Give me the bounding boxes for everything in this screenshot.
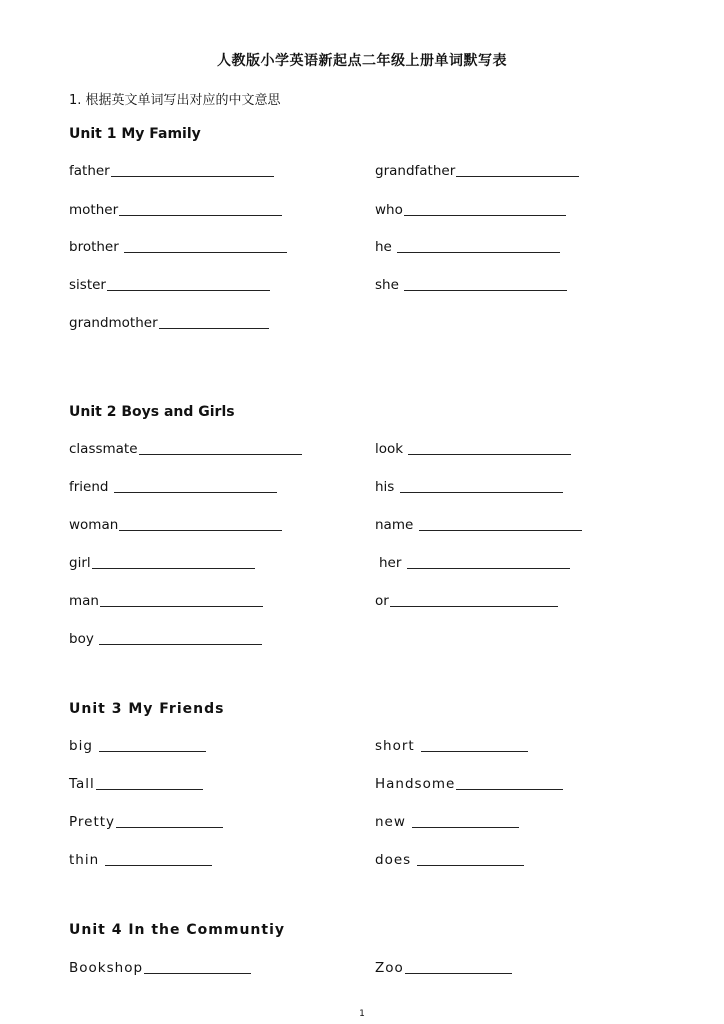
word-grandmother: grandmother [69, 315, 269, 331]
instruction: 1. 根据英文单词写出对应的中文意思 [69, 93, 281, 108]
unit-2-heading: Unit 2 Boys and Girls [69, 404, 235, 420]
word-bookshop: Bookshop [69, 960, 251, 976]
word-classmate: classmate [69, 441, 302, 457]
page-number: 1 [359, 1009, 365, 1019]
word-does: does [375, 852, 524, 868]
word-new: new [375, 814, 519, 830]
word-grandfather: grandfather [375, 163, 579, 179]
page-title: 人教版小学英语新起点二年级上册单词默写表 [217, 53, 507, 69]
unit-3-heading: Unit 3 My Friends [69, 701, 225, 717]
unit-1-heading: Unit 1 My Family [69, 126, 201, 142]
word-girl: girl [69, 555, 255, 571]
word-her: her [379, 555, 570, 571]
word-friend: friend [69, 479, 277, 495]
word-name: name [375, 517, 582, 533]
word-who: who [375, 202, 566, 218]
word-brother: brother [69, 239, 287, 255]
word-sister: sister [69, 277, 270, 293]
word-his: his [375, 479, 563, 495]
word-look: look [375, 441, 571, 457]
word-zoo: Zoo [375, 960, 512, 976]
unit-4-heading: Unit 4 In the Communtiy [69, 922, 286, 938]
word-or: or [375, 593, 558, 609]
word-boy: boy [69, 631, 262, 647]
word-father: father [69, 163, 274, 179]
word-thin: thin [69, 852, 212, 868]
word-man: man [69, 593, 263, 609]
word-handsome: Handsome [375, 776, 563, 792]
word-pretty: Pretty [69, 814, 223, 830]
word-tall: Tall [69, 776, 203, 792]
word-woman: woman [69, 517, 282, 533]
word-big: big [69, 738, 206, 754]
word-short: short [375, 738, 528, 754]
word-he: he [375, 239, 560, 255]
word-mother: mother [69, 202, 282, 218]
word-she: she [375, 277, 567, 293]
